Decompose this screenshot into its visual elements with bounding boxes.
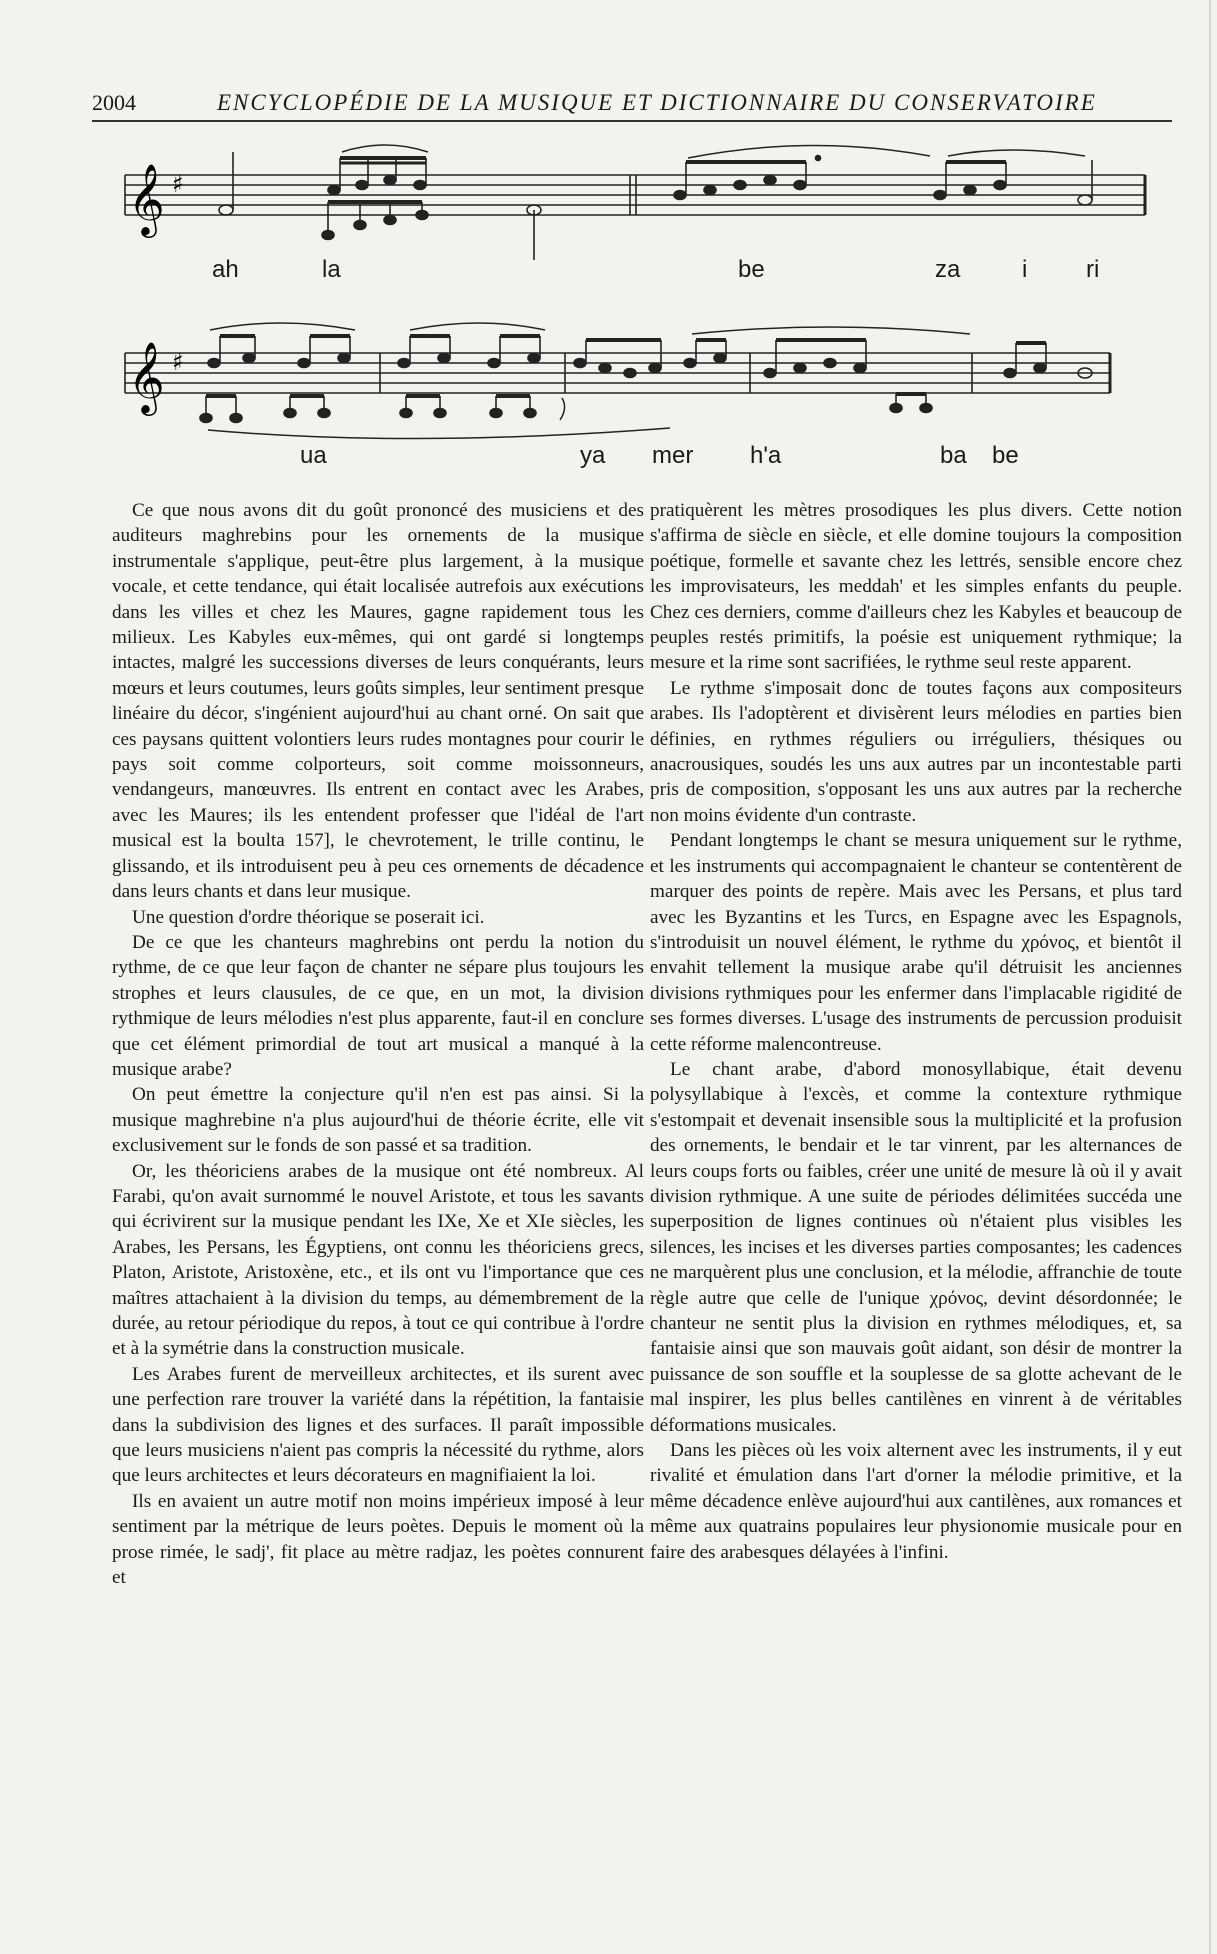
lyric-syllable: be <box>992 442 1019 469</box>
staff-2-notation <box>110 318 1150 448</box>
paragraph: Le chant arabe, d'abord monosyllabique, était devenu polysyllabique à l'excès, et comme la contexture rythmique s'estompait et devenait insensible sous la multiplicité et la profusion des ornements, le bendair et le tar vinrent, par les alternances de leurs coups forts ou faibles, créer une unité de mesure là où il y avait division rythmique. A une suite de périodes délimitées succéda une superposition de lignes continues où n'étaient plus visibles les silences, les incises et les diverses parties composantes; les cadences ne marquèrent plus une conclusion, et la mélodie, affranchie de toute règle autre que celle de l'unique χρόνος, devint désordonnée; le chanteur ne sentit plus la division en rythmes mélodiques, et, sa fantaisie ainsi que son mauvais goût aidant, son désir de montrer la puissance de son souffle et la souplesse de sa glotte achevant de le mal inspirer, les plus belles cantilènes en vinrent à de véritables déformations musicales. <box>650 1058 1182 1436</box>
paragraph: De ce que les chanteurs maghrebins ont perdu la notion du rythme, de ce que leur façon de chanter ne sépare plus toujours les strophes et leurs clausules, de ce que, en un mot, la division rythmique de leurs mélodies n'est plus apparente, faut-il en conclure que cet élément primordial de tout art musical a manqué à la musique arabe? <box>112 931 644 1080</box>
lyric-syllable: ba <box>940 442 967 469</box>
lyric-syllable: la <box>322 256 341 283</box>
page-number: 2004 <box>92 90 136 115</box>
lyric-syllable: ya <box>580 442 606 469</box>
lyric-syllable: ua <box>300 442 327 469</box>
paragraph: Les Arabes furent de merveilleux architectes, et ils surent avec une perfection rare trouver la variété dans la répétition, la fantaisie dans la subdivision des lignes et des surfaces. Il paraît impossible que leurs musiciens n'aient pas compris la nécessité du rythme, alors que leurs architectes et leurs décorateurs en magnifiaient la loi. <box>112 1363 644 1487</box>
paragraph: Ils en avaient un autre motif non moins impérieux imposé à leur sentiment par la métrique de leurs poètes. Depuis le moment où la prose rimée, le sadj', fit place au mètre radjaz, les poètes connurent et <box>112 1490 644 1589</box>
running-title: ENCYCLOPÉDIE DE LA MUSIQUE ET DICTIONNAIRE DU CONSERVATOIRE <box>217 90 1097 115</box>
paragraph: Or, les théoriciens arabes de la musique ont été nombreux. Al Farabi, qu'on avait surnommé le nouvel Aristote, et tous les savants qui écrivirent sur la musique pendant les IXe, Xe et XIe siècles, les Arabes, les Persans, les Égyptiens, ont connu les théoriciens grecs, Platon, Aristote, Aristoxène, etc., et ils ont vu l'importance que ces maîtres attachaient à la division du temps, au démembrement de la durée, au retour périodique du repos, à tout ce qui contribue à l'ordre et à la symétrie dans la construction musicale. <box>112 1160 644 1360</box>
lyric-syllable: mer <box>652 442 694 469</box>
page-edge <box>1209 0 1211 1954</box>
lyric-syllable: h'a <box>750 442 782 469</box>
page-header <box>92 86 1172 122</box>
svg-text:𝄞: 𝄞 <box>128 162 165 235</box>
lyric-syllable: i <box>1022 256 1028 283</box>
music-system-1 <box>110 140 1150 290</box>
lyric-syllable: be <box>738 256 765 283</box>
lyric-syllable: ah <box>212 256 239 283</box>
text-column-right <box>650 498 1182 1565</box>
lyric-syllable: ri <box>1086 256 1100 283</box>
svg-text:♯: ♯ <box>172 170 184 198</box>
text-column-left <box>112 498 644 1590</box>
music-system-2 <box>110 318 1150 478</box>
lyric-syllable: za <box>935 256 961 283</box>
svg-text:𝄞: 𝄞 <box>128 340 165 413</box>
paragraph: Pendant longtemps le chant se mesura uniquement sur le rythme, et les instruments qui accompagnaient le chanteur se contentèrent de marquer des points de repère. Mais avec les Persans, et plus tard avec les Byzantins et les Turcs, en Espagne avec les Espagnols, s'introduisit un nouvel élément, le rythme du χρόνος, et bientôt il envahit tellement la musique arabe qu'il détruisit les anciennes divisions rythmiques pour les enfermer dans l'implacable rigidité de ses formes diverses. L'usage des instruments de percussion produisit cette réforme malencontreuse. <box>650 830 1182 1055</box>
paragraph: pratiquèrent les mètres prosodiques les plus divers. Cette notion s'affirma de siècle en siècle, et elle domine toujours la composition poétique, formelle et savante chez les lettrés, sensible encore chez les improvisateurs, les meddah' et les simples enfants du peuple. Chez ces derniers, comme d'ailleurs chez les Kabyles et beaucoup de peuples restés primitifs, la poésie est uniquement rythmique; la mesure et la rime sont sacrifiées, le rythme seul reste apparent. <box>650 500 1182 674</box>
staff-1-notation <box>110 140 1150 290</box>
paragraph: On peut émettre la conjecture qu'il n'en est pas ainsi. Si la musique maghrebine n'a plus aujourd'hui de théorie écrite, elle vit exclusivement sur le fonds de son passé et sa tradition. <box>112 1084 644 1157</box>
paragraph: Ce que nous avons dit du goût prononcé des musiciens et des auditeurs maghrebins pour les ornements de la musique instrumentale s'applique, peut-être plus largement, à la musique vocale, et cette tendance, qui était localisée autrefois aux exécutions dans les villes et chez les Maures, gagne rapidement tous les milieux. Les Kabyles eux-mêmes, qui ont gardé si longtemps intactes, malgré les successions diverses de leurs conquérants, leurs mœurs et leurs coutumes, leurs goûts simples, leur sentiment presque linéaire du décor, s'ingénient aujourd'hui au chant orné. On sait que ces paysans quittent volontiers leurs rudes montagnes pour courir le pays soit comme colporteurs, soit comme moissonneurs, vendangeurs, manœuvres. Ils entrent en contact avec les Arabes, avec les Maures; ils les entendent professer que l'idéal de l'art musical est la boulta 157], le chevrotement, le trille continu, le glissando, et ils introduisent peu à peu ces ornements de décadence dans leurs chants et dans leur musique. <box>112 500 644 903</box>
svg-text:♯: ♯ <box>172 348 184 376</box>
paragraph: Une question d'ordre théorique se poserait ici. <box>132 906 485 928</box>
paragraph: Dans les pièces où les voix alternent avec les instruments, il y eut rivalité et émulation dans l'art d'orner la mélodie primitive, et la même décadence enlève aujourd'hui aux cantilènes, aux romances et même aux quatrains populaires leur physionomie musicale pour en faire des arabesques délayées à l'infini. <box>650 1440 1182 1563</box>
paragraph: Le rythme s'imposait donc de toutes façons aux compositeurs arabes. Ils l'adoptèrent et divisèrent leurs mélodies en parties bien définies, en rythmes réguliers ou irréguliers, thésiques ou anacrousiques, soudés les uns aux autres par un incontestable parti pris de composition, s'opposant les uns aux autres par la recherche non moins évidente d'un contraste. <box>650 677 1182 826</box>
